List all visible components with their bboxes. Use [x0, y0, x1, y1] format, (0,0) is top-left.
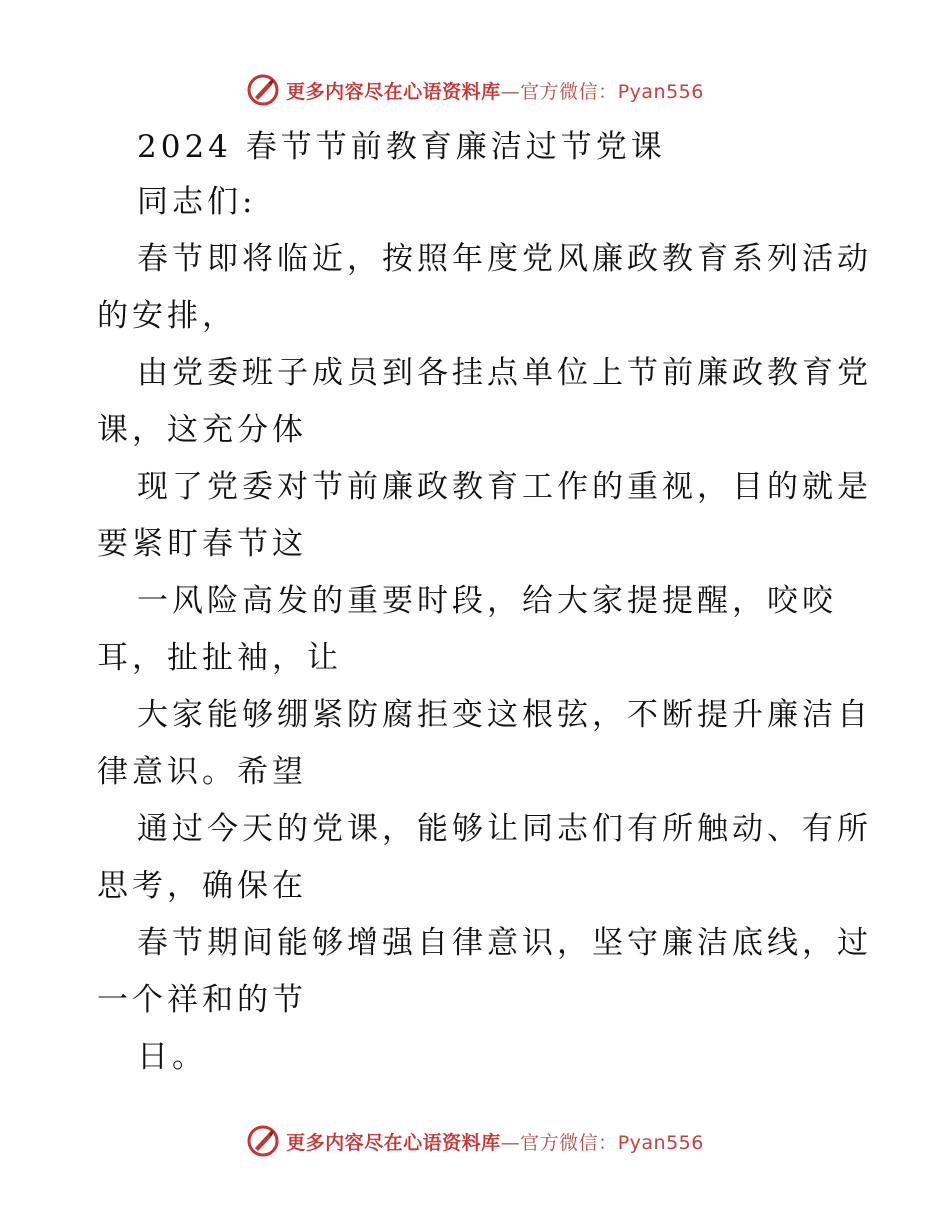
pen-seal-logo-icon — [246, 73, 280, 107]
watermark-wechat-label: 官方微信： — [520, 80, 618, 103]
body-line: 现了党委对节前廉政教育工作的重视，目的就是 — [137, 469, 872, 505]
watermark-text — [286, 77, 704, 104]
watermark-text — [286, 1128, 704, 1155]
watermark-dash: — — [500, 1131, 521, 1154]
watermark-wechat-id: Pyan556 — [617, 1131, 704, 1154]
salutation: 同志们: — [137, 184, 257, 220]
body-line: 的安排， — [97, 298, 237, 334]
body-line: 由党委班子成员到各挂点单位上节前廉政教育党 — [137, 355, 872, 391]
body-line: 思考，确保在 — [97, 868, 307, 904]
body-line: 通过今天的党课，能够让同志们有所触动、有所 — [137, 811, 872, 847]
header-watermark — [0, 70, 950, 110]
watermark-main: 更多内容尽在心语资料库 — [286, 80, 501, 103]
body-line: 课，这充分体 — [97, 412, 307, 448]
footer-watermark — [0, 1121, 950, 1161]
document-body — [97, 120, 872, 1086]
watermark-dash: — — [500, 80, 521, 103]
document-title: 2024 春节节前教育廉洁过节党课 — [137, 129, 666, 165]
body-line: 一个祥和的节 — [97, 982, 307, 1018]
watermark-wechat-label: 官方微信： — [520, 1131, 618, 1154]
pen-seal-logo-icon — [246, 1124, 280, 1158]
body-line: 日。 — [137, 1039, 207, 1075]
body-line: 律意识。希望 — [97, 754, 307, 790]
body-line: 要紧盯春节这 — [97, 526, 307, 562]
body-line: 大家能够绷紧防腐拒变这根弦，不断提升廉洁自 — [137, 697, 872, 733]
body-line: 春节期间能够增强自律意识，坚守廉洁底线，过 — [137, 925, 872, 961]
watermark-main: 更多内容尽在心语资料库 — [286, 1131, 501, 1154]
body-line: 耳，扯扯袖，让 — [97, 640, 342, 676]
body-line: 春节即将临近，按照年度党风廉政教育系列活动 — [137, 241, 872, 277]
body-line: 一风险高发的重要时段，给大家提提醒，咬咬 — [137, 583, 837, 619]
watermark-wechat-id: Pyan556 — [617, 80, 704, 103]
